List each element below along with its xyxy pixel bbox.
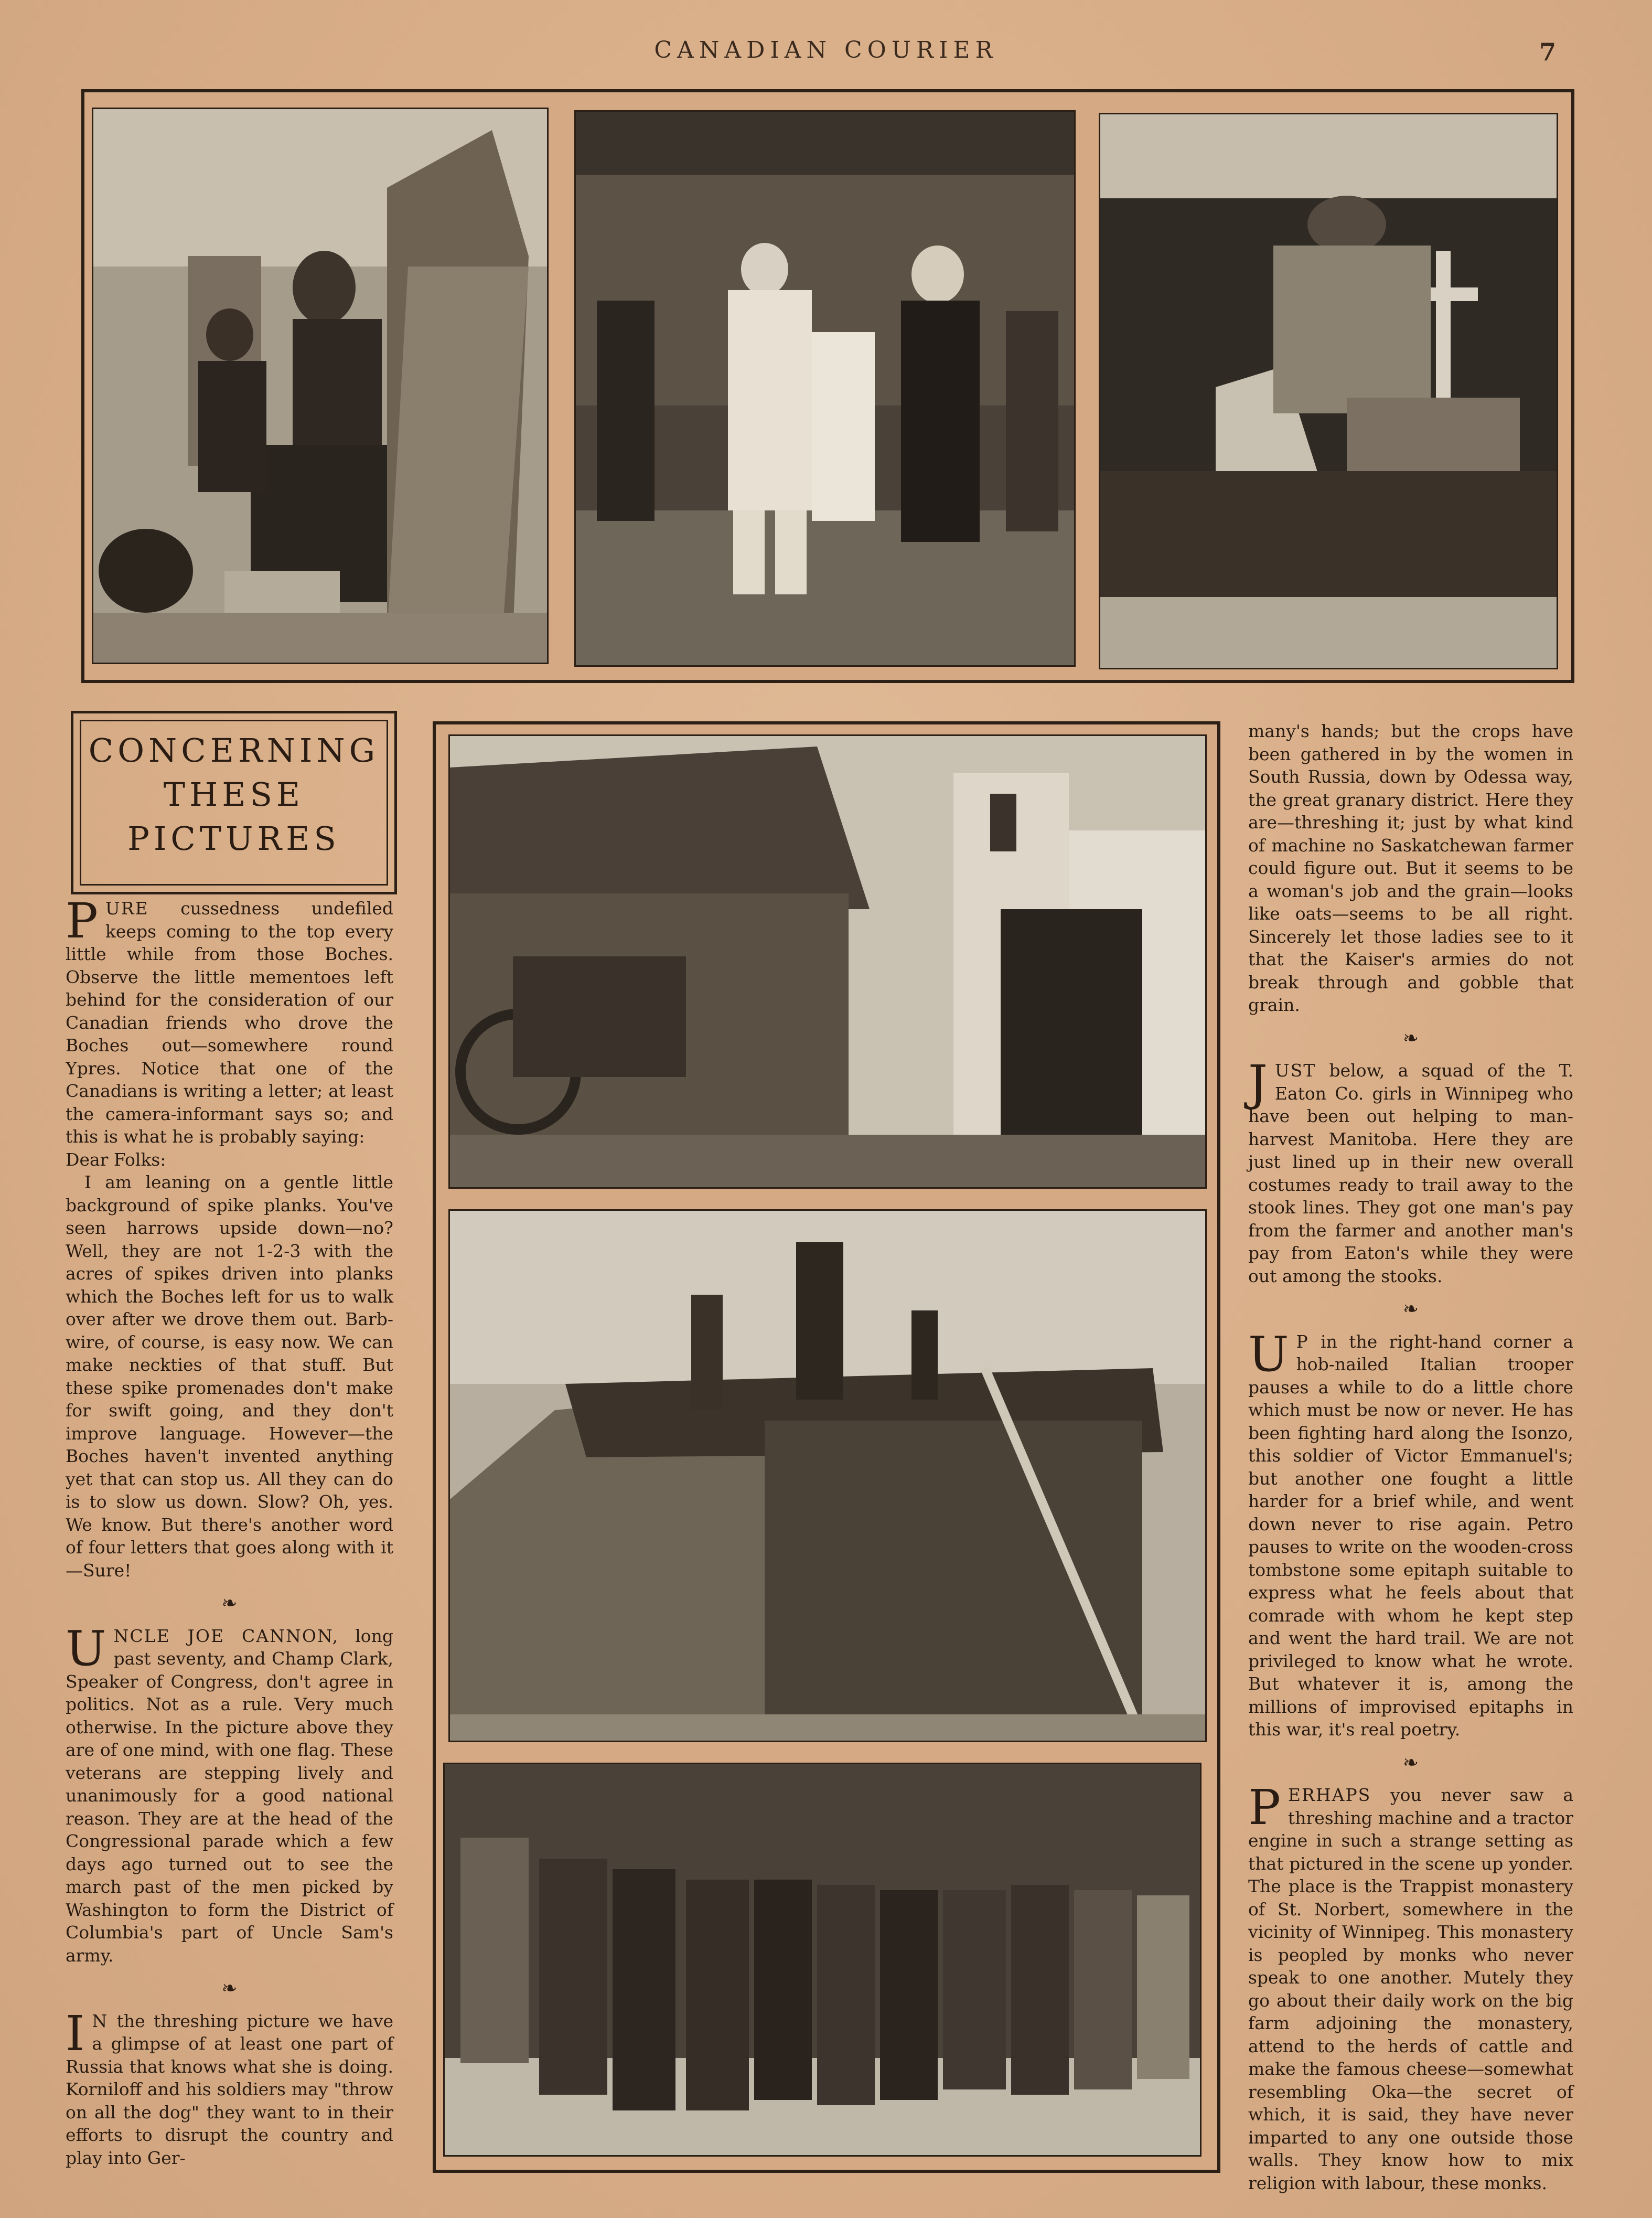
title-line-1: CONCERNING [88, 731, 380, 770]
photo-eaton-girls [443, 1763, 1202, 2157]
letter-salutation: Dear Folks: [66, 1149, 166, 1170]
photo-trappist-monastery [448, 734, 1207, 1189]
title-line-2: THESE [163, 775, 305, 814]
paragraph-letter: I am leaning on a gentle little background of spike planks. You've seen harrows upside down—no? Well, they are not 1-2-3 with the acres of spikes driven into planks which the Boches left for us to walk over after we drove them out. Barb-wire, of course, is easy now. We can make neckties of that stuff. But these spike promenades don't make for swift going, and they don't improve language. However—the Boches haven't invented anything yet that can stop us. All they can do is to slow us down. Slow? Oh, yes. We know. But there's another word of four letters that goes along with it—Sure! [66, 1172, 393, 1581]
paragraph-trappist: PERHAPS you never saw a threshing machine and a tractor engine in such a strange setting as that pictured in the scene up yonder. The place is the Trappist monastery of St. Norbert, somewhere in the vicinity of Winnipeg. This monastery is peopled by monks who never speak to one another. Mutely they go about their daily work on the big farm adjoining the monastery, attend to the herds of cattle and make the famous cheese—somewhat resembling Oka—the secret of which, it is said, they have never imparted to any one outside those walls. They know how to mix religion with labour, these monks. [1248, 1779, 1573, 2193]
ornament: ❧ [1402, 1298, 1419, 1320]
ornament: ❧ [1402, 1752, 1419, 1774]
paragraph-eaton: JUST below, a squad of the T. Eaton Co. girls in Winnipeg who have been out helping to man-harvest Manitoba. Here they are just lined up in their new overall costumes ready to trail away to the stook lines. They got one man's pay from the farmer and another man's pay from Eaton's while they were out among the stooks. [1248, 1055, 1573, 1286]
photo-canadian-soldiers [92, 108, 549, 664]
paragraph-uncle-joe: UNCLE JOE CANNON, long past seventy, and Champ Clark, Speaker of Congress, don't agree in politics. Not as a rule. Very much otherwise. In the picture above they are of one mind, with one flag. These veterans are stepping lively and unanimously for a good national reason. They are at the head of the Congressional parade which a few days ago turned out to see the march past of the men picked by Washington to form the District of Columbia's part of Uncle Sam's army. [66, 1620, 393, 1966]
page-number: 7 [1539, 38, 1557, 66]
ornament: ❧ [221, 1593, 238, 1614]
masthead: CANADIAN COURIER [654, 37, 998, 63]
photo-italian-trooper [1099, 113, 1558, 669]
paragraph-threshing: I N the threshing picture we have a glimpse of at least one part of Russia that knows what she is doing. Korniloff and his soldiers may "throw on all the dog" they want to in their efforts to disrupt the country and play into Ger- [66, 2005, 393, 2168]
photo-congressional-parade [574, 110, 1076, 667]
paragraph-italian-trooper: U P in the right-hand corner a hob-nailed Italian trooper pauses a while to do a little chore which must be now or never. He has been fighting hard along the Isonzo, this soldier of Victor Emmanuel's; but another one fought a little harder for a brief while, and went down never to rise again. Petro pauses to write on the wooden-cross tombstone some epitaph suitable to express what he feels about that comrade with whom he kept step and went the hard trail. We are not privileged to know what he wrote. But whatever it is, among the millions of improvised epitaphs in this war, it's real poetry. [1248, 1326, 1573, 1740]
paragraph-ypres: PURE cussedness undefiled keeps coming to the top every little while from those Boches. Observe the little mementoes left behind for the consideration of our Canadian friends who drove the Boches out—somewhere round Ypres. Notice that one of the Canadians is writing a letter; at least the camera-informant says so; and this is what he is probably saying: [66, 893, 393, 1147]
drop-cap: P [66, 893, 98, 949]
paragraph-odessa: many's hands; but the crops have been gathered in by the women in South Russia, down by Odessa way, the great granary district. Here they are—threshing it; just by what kind of machine no Saskatchewan farmer could figure out. But it seems to be a woman's job and the grain—looks like oats—seems to be all right. Sincerely let those ladies see to it that the Kaiser's armies do not break through and gobble that grain. [1248, 721, 1573, 1015]
left-column [66, 893, 393, 2184]
ornament: ❧ [1402, 1027, 1419, 1049]
title-line-3: PICTURES [127, 819, 340, 858]
section-title [80, 720, 388, 886]
photo-russian-threshing [448, 1209, 1207, 1742]
right-column [1248, 720, 1573, 2209]
section-title-box [71, 711, 397, 894]
ornament: ❧ [221, 1978, 238, 1999]
